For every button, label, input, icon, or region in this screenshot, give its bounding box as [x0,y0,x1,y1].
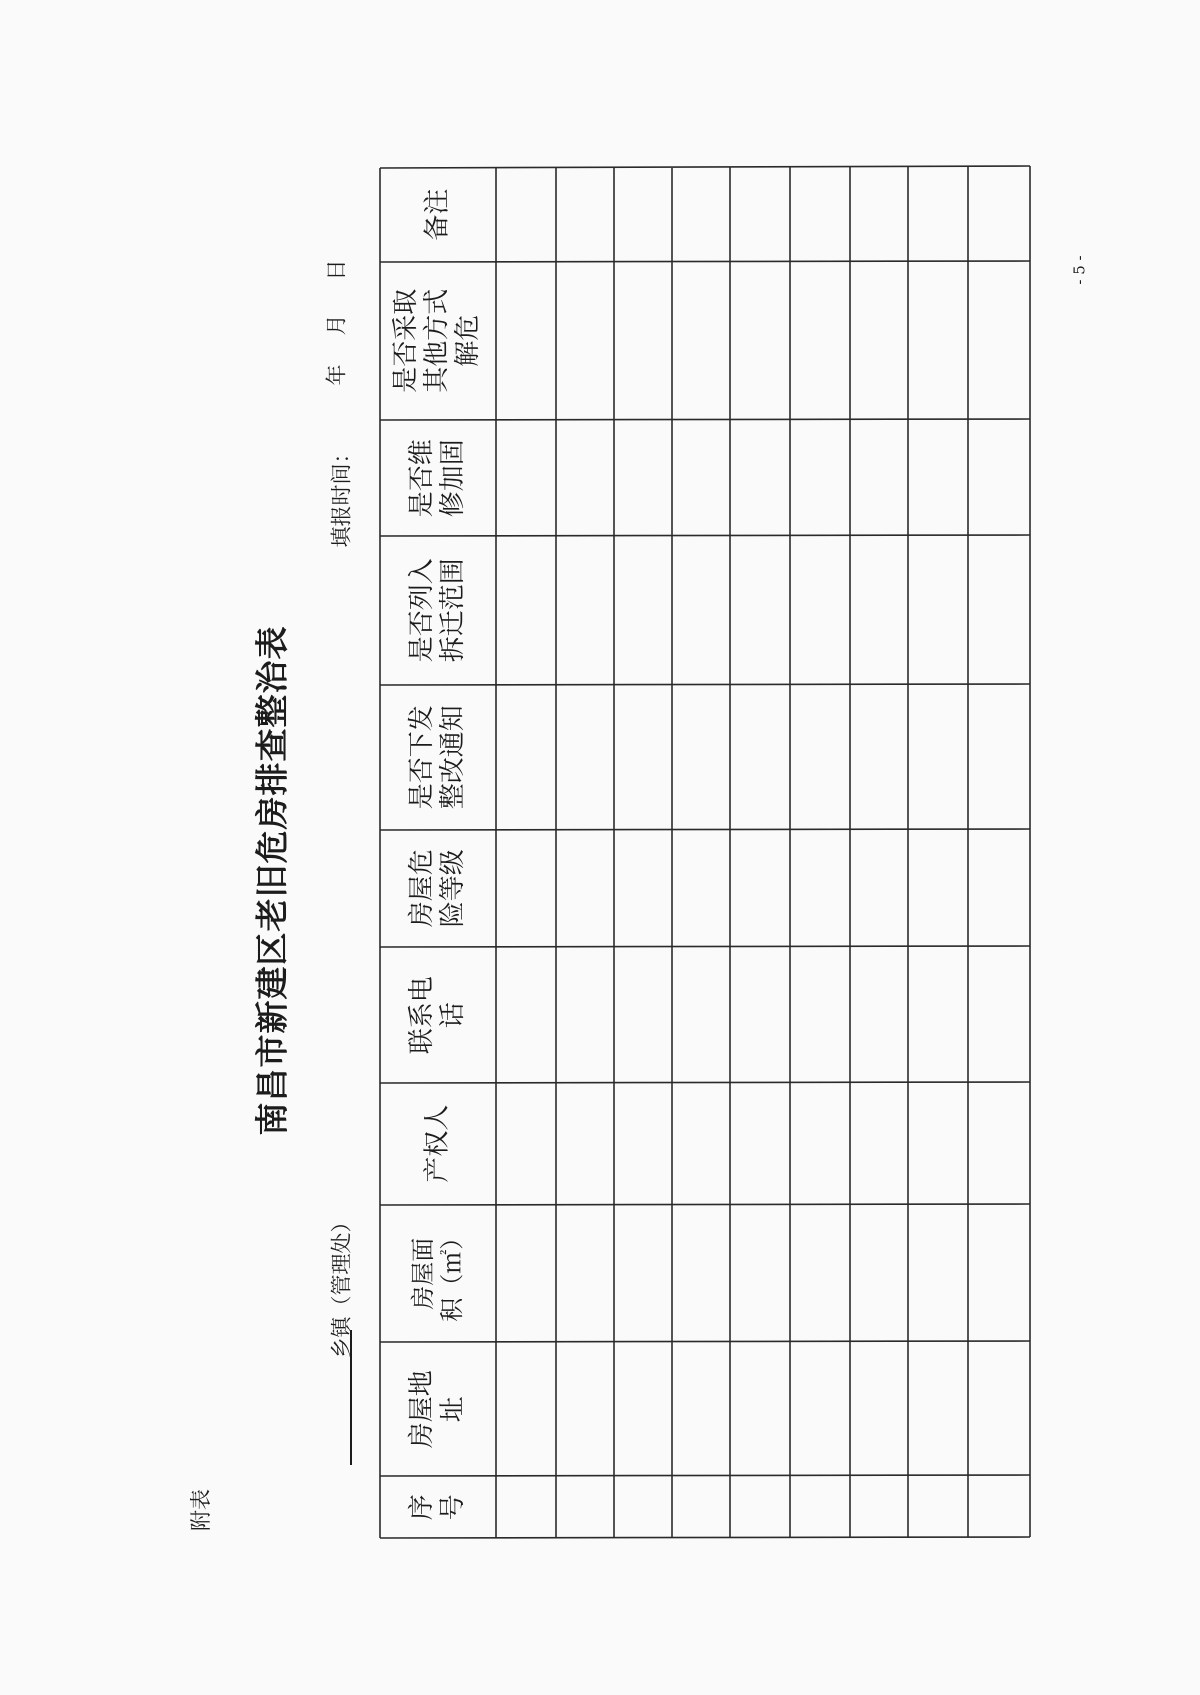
attachment-label: 附表 [189,1489,213,1531]
column-header-area: 房屋面 积（㎡） [409,1225,466,1322]
page-title: 南昌市新建区老旧危房排查整治表 [252,625,292,1135]
page-number: - 5 - [1071,255,1089,285]
column-header-no: 序 号 [406,1493,468,1521]
column-header-rectify-notice: 是否下发 整改通知 [406,705,468,810]
column-header-owner: 产权人 [422,1104,453,1184]
column-header-danger-level: 房屋危 险等级 [406,849,468,928]
column-header-address: 房屋地 址 [406,1369,468,1449]
column-header-reinforce: 是否维 修加固 [406,438,468,518]
date-label: 填报时间： [329,442,353,548]
column-header-phone: 联系电 话 [406,975,468,1055]
column-header-remarks: 备注 [422,188,453,242]
date-day-label: 日 [324,259,348,281]
township-label: 乡镇（管理处） [329,1211,353,1359]
date-month-label: 月 [324,314,348,336]
date-year-label: 年 [324,364,348,386]
column-header-other-method: 是否采取 其他方式 解危 [391,288,484,394]
column-header-demolition: 是否列入 拆迁范围 [406,558,468,663]
